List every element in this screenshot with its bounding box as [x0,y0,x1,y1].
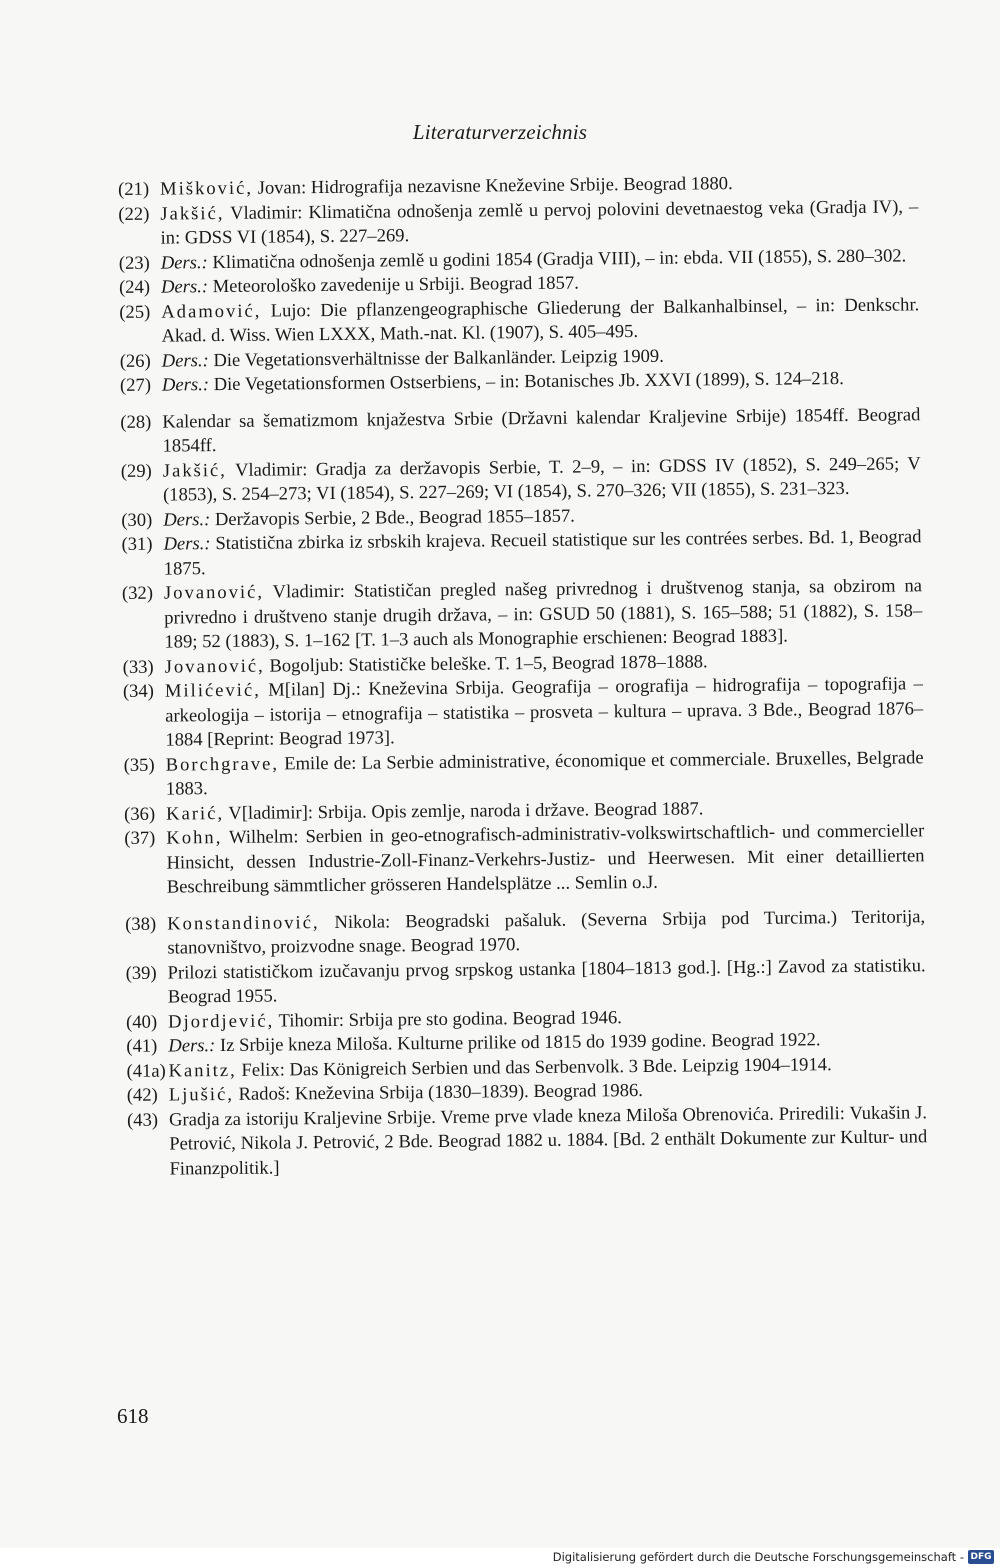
entry-text [165,672,924,753]
entry-citation: Kalendar sa šematizmom knjažestva Srbie (Državni kalendar Kraljevine Srbije) 1854ff. Beograd 1854ff. [162,403,921,457]
entry-number: (27) [119,374,152,396]
entry-citation: Vladimir: Gradja za deržavopis Serbie, T. 2–9, – in: GDSS IV (1852), S. 249–265; V (1853), S. 254–273; VI (1854), S. 227–269; VI (1854), S. 270–326; VII (1855), S. 231–323. [162,452,921,506]
entry-citation: Tihomir: Srbija pre sto godina. Beograd 1946. [274,1006,622,1032]
entry-number: (29) [120,460,152,482]
entry-citation: Die Vegetationsverhältnisse der Balkanländer. Leipzig 1909. [208,345,664,371]
entry-author: Jovanović, [164,655,265,678]
entry-number: (31) [121,533,153,555]
entry-number: (30) [121,509,153,531]
bibliography-entry [119,293,919,350]
entry-author: Borchgrave, [165,752,280,776]
entry-author: Milićević, [164,679,261,702]
entry-citation: Bogoljub: Statističke beleške. T. 1–5, Beograd 1878–1888. [264,650,708,677]
entry-citation: Nikola: Beogradski pašaluk. (Severna Srbija pod Turcima.) Teritorija, stanovništvo, proizvodne snage. Beograd 1970. [167,905,926,959]
entry-number: (32) [121,582,154,604]
entry-text [161,293,919,349]
entry-citation: Klimatična odnošenja zemlě u godini 1854 (Gradja VIII), – in: ebda. VII (1855), S. 280–302. [207,244,907,273]
entry-number: (33) [122,656,154,678]
entry-number: (24) [118,276,151,298]
entry-citation: Emile de: La Serbie administrative, économique et commerciale. Bruxelles, Belgrade 1883. [165,746,924,800]
entry-text [168,954,926,1010]
entry-ders: Ders.: [161,374,210,396]
entry-number: (41a) [126,1060,166,1082]
entry-citation: Statistična zbirka iz srbskih krajeva. Recueil statistique sur les contrées serbes. Bd. 1, Beograd 1875. [163,526,922,580]
entry-number: (36) [124,803,156,825]
entry-author: Ljušić, [168,1083,235,1106]
entry-text [166,819,925,900]
bibliography-entry [123,672,924,753]
running-head: Literaturverzeichnis [412,120,588,144]
entry-author: Karić, [166,802,225,825]
entry-citation: Vladimir: Statističan pregled našeg privrednog i društvenog stanja, sa obzirom na privredno i društveno stanje drugih država, – in: GSUD 50 (1881), S. 165–588; 51 (1882), S. 158–189; 52 (1883), S. 1–162 [T. 1–3 auch als Monographie erschienen: Beograd 1883]. [164,575,923,653]
entry-author: Jovanović, [163,581,265,604]
entry-ders: Ders.: [163,508,211,531]
entry-text [166,746,924,802]
bibliography-entry [127,1101,928,1182]
entry-author: Jakšić, [160,202,225,225]
entry-number: (39) [125,962,157,984]
entry-number: (21) [118,178,150,200]
entry-number: (37) [124,827,156,849]
digitization-footer [0,1548,1000,1568]
entry-citation: Jovan: Hidrografija nezavisne Kneževine Srbije. Beograd 1880. [252,173,733,199]
entry-number: (42) [126,1084,158,1106]
entry-citation: Gradja za istoriju Kraljevine Srbije. Vreme prve vlade kneza Miloša Obrenovića. Priredili: Vukašin J. Petrović, Nikola J. Petrović, 2 Bde. Beograd 1882 u. 1884. [Bd. 2 enthält Dokumente zur Kultur- und Finanzpolitik.] [168,1101,928,1180]
entry-number: (23) [118,252,150,274]
entry-text [162,403,920,459]
entry-number: (40) [126,1011,158,1033]
entry-text [163,452,921,508]
entry-author: Jakšić, [162,459,228,482]
bibliography-list [118,170,928,1182]
bibliography-entry [121,525,921,582]
page-number: 618 [117,1404,149,1428]
entry-number: (35) [123,754,155,776]
entry-number: (43) [126,1109,159,1131]
entry-author: Mišković, [160,177,254,200]
bibliography-entry [120,403,920,460]
entry-ders: Ders.: [160,276,209,298]
entry-number: (38) [125,913,157,935]
entry-citation: Wilhelm: Serbien in geo-etnografisch-administrativ-volkswirtschaftlich- und commercieller Hinsicht, dessen Industrie-Zoll-Finanz-Verkehrs-Justiz- und Heerwesen. Mit einer detaillierten Beschreibung sämmtlicher grösseren Handelsplätze ... Semlin o.J. [166,820,925,898]
entry-text [169,1101,928,1182]
entry-number: (26) [119,350,151,372]
entry-ders: Ders.: [163,533,211,555]
bibliography-entry [124,819,925,900]
entry-number: (25) [119,301,151,323]
funding-credit: Digitalisierung gefördert durch die Deutsche Forschungsgemeinschaft - [552,1550,964,1564]
entry-text [164,574,923,655]
entry-author: Kanitz, [168,1059,237,1082]
entry-citation: Felix: Das Königreich Serbien und das Serbenvolk. 3 Bde. Leipzig 1904–1914. [236,1053,832,1081]
entry-ders: Ders.: [168,1035,216,1057]
entry-number: (34) [122,680,155,702]
entry-citation: Prilozi statističkom izučavanju prvog srpskog ustanka [1804–1813 god.]. [Hg.:] Zavod za statistiku. Beograd 1955. [167,954,926,1008]
entry-citation: Vladimir: Klimatična odnošenja zemlě u pervoj polovini devetnaestog veka (Gradja IV), – in: GDSS VI (1854), S. 227–269. [160,195,919,249]
entry-author: Djordjević, [167,1010,275,1033]
entry-citation: Deržavopis Serbie, 2 Bde., Beograd 1855–1857. [210,505,575,530]
entry-ders: Ders.: [161,349,209,372]
entry-text [160,195,918,251]
entry-citation: Meteorološko zavedenije u Srbiji. Beograd 1857. [207,272,579,298]
entry-author: Konstandinović, [167,911,320,935]
entry-citation: M[ilan] Dj.: Kneževina Srbija. Geografija – orografija – hidrografija – topografija – arkeologija – istorija – etnografija – statistika – prosveta – kultura – uprava. 3 Bde., Beograd 1876–1884 [Reprint: Beograd 1973]. [165,673,924,751]
entry-number: (41) [126,1035,158,1057]
entry-citation: Lujo: Die pflanzengeographische Gliederung der Balkanhalbinsel, – in: Denkschr. Akad. d. Wiss. Wien LXXX, Math.-nat. Kl. (1907), S. 405–495. [161,293,920,347]
entry-citation: Die Vegetationsformen Ostserbiens, – in: Botanisches Jb. XXVI (1899), S. 124–218. [208,368,844,396]
entry-citation: V[ladimir]: Srbija. Opis zemlje, naroda i države. Beograd 1887. [223,797,704,824]
bibliography-entry [126,954,926,1011]
bibliography-entry [122,574,923,655]
entry-text [167,905,925,961]
entry-author: Kohn, [166,827,223,849]
bibliography-entry [124,746,924,803]
bibliography-entry [121,452,921,509]
entry-ders: Ders.: [160,251,208,274]
entry-citation: Radoš: Kneževina Srbija (1830–1839). Beograd 1986. [233,1080,643,1105]
entry-number: (28) [120,411,152,433]
entry-number: (22) [118,203,150,225]
dfg-logo-icon: DFG [968,1550,994,1564]
bibliography-entry [118,195,918,252]
entry-author: Adamović, [161,300,262,323]
bibliography-entry [125,905,925,962]
entry-citation: Iz Srbije kneza Miloša. Kulturne prilike od 1815 do 1939 godine. Beograd 1922. [215,1029,821,1057]
entry-text [163,525,921,581]
